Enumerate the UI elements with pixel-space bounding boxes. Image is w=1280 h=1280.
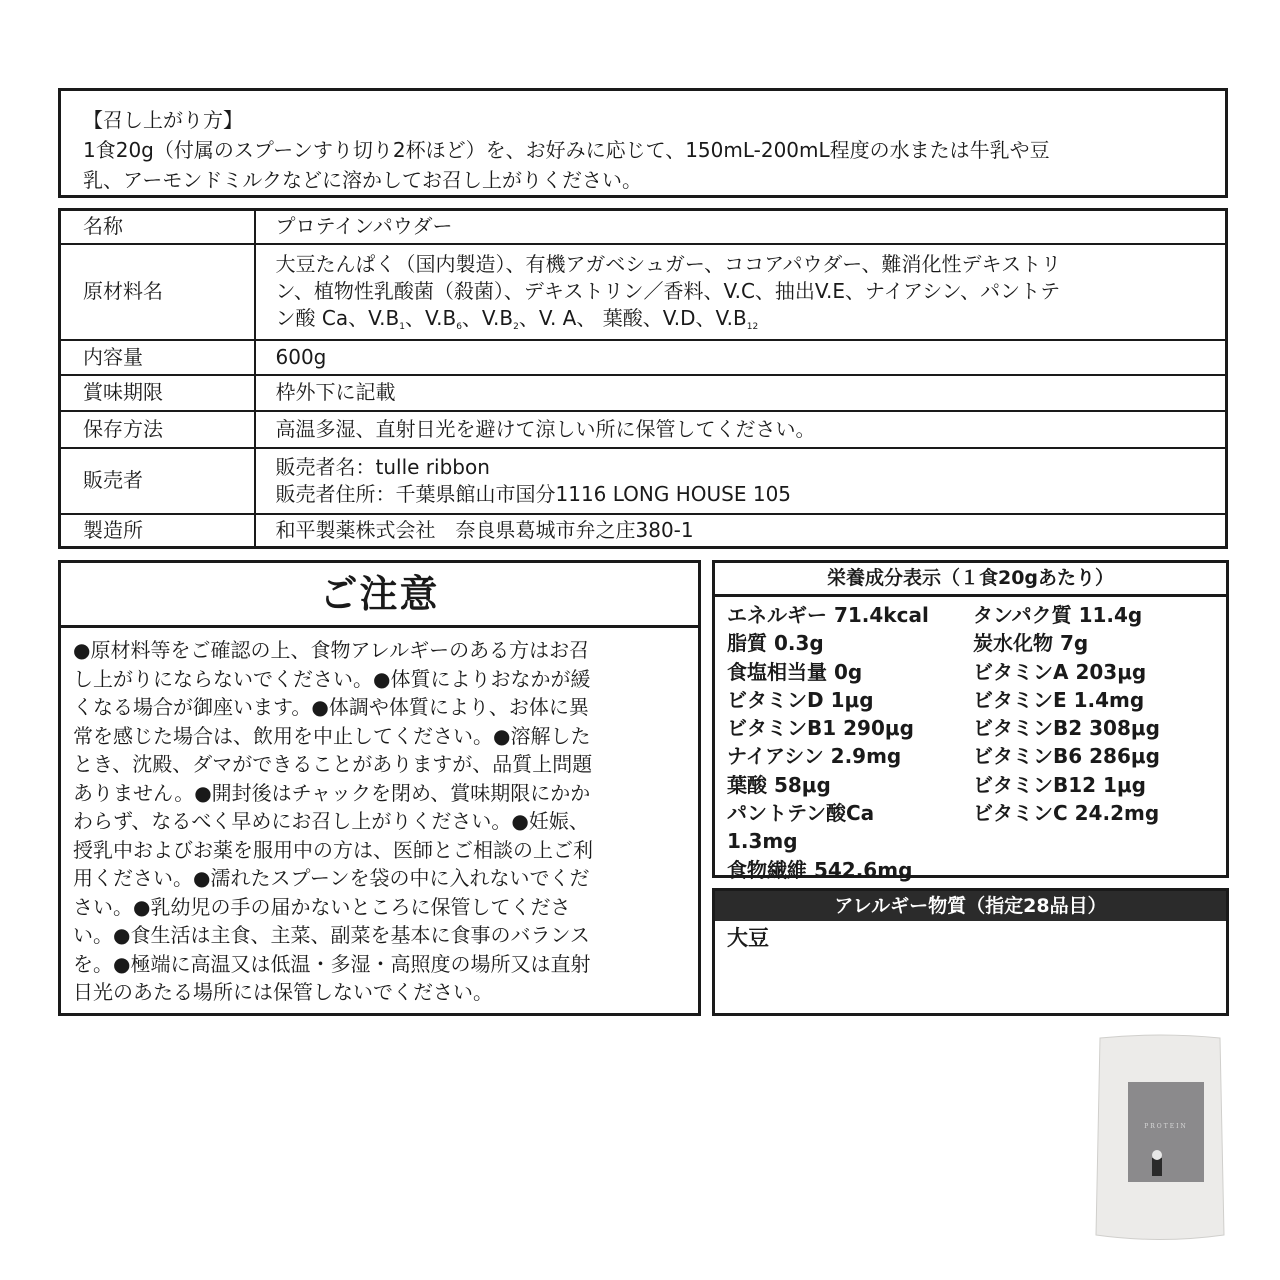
nutrition-facts-box xyxy=(712,560,1229,882)
caution-line: さい。●乳幼児の手の届かないところに保管してくださ xyxy=(73,894,571,919)
nutrition-item: 食塩相当量 0g xyxy=(727,659,863,684)
spec-row-ingredients xyxy=(60,244,1227,340)
pouch-figure-icon xyxy=(1152,1158,1162,1176)
spec-label: 保存方法 xyxy=(60,411,255,448)
caution-box xyxy=(58,560,701,1016)
caution-line: 日光のあたる場所には保管しないでください。 xyxy=(73,980,493,1004)
spec-label: 製造所 xyxy=(60,514,255,548)
caution-line: 授乳中およびお薬を服用中の方は、医師とご相談の上ご利 xyxy=(73,837,593,862)
pouch-label xyxy=(1128,1082,1204,1182)
subscript: 1 xyxy=(399,322,405,332)
product-spec-table xyxy=(58,208,1228,549)
caution-title: ご注意 xyxy=(61,563,698,628)
nutrition-item: ビタミンC 24.2mg xyxy=(973,801,1160,826)
caution-line: し上がりにならないでください。●体質によりおなかが緩 xyxy=(73,666,591,691)
pouch-label-text: PROTEIN xyxy=(1144,1123,1188,1130)
caution-line: わらず、なるべく早めにお召し上がりください。●妊娠、 xyxy=(73,809,589,833)
ingredients-text: 、V. A、 葉酸、V.D、V.B xyxy=(518,306,747,330)
ingredients-line: 大豆たんぱく（国内製造）、有機アガベシュガー、ココアパウダー、難消化性デキストリ xyxy=(275,252,1062,276)
spec-value: プロテインパウダー xyxy=(255,210,1227,244)
nutrition-item: 葉酸 58μg xyxy=(727,772,831,797)
nutrition-item: 脂質 0.3g xyxy=(727,631,824,656)
ingredients-line: ン、植物性乳酸菌（殺菌）、デキストリン／香料、V.C、抽出V.E、ナイアシン、パントテ xyxy=(275,279,1061,303)
caution-line: ●原材料等をご確認の上、食物アレルギーのある方はお召 xyxy=(73,638,590,662)
seller-line: 販売者名：tulle ribbon xyxy=(275,454,490,479)
nutrition-item: 食物繊維 542.6mg xyxy=(727,857,913,882)
allergen-box xyxy=(712,888,1229,1016)
directions-box xyxy=(58,88,1228,198)
spec-row-storage xyxy=(60,411,1227,448)
nutrition-item: 1.3mg xyxy=(727,829,798,854)
ingredients-text: 、V.B xyxy=(405,306,457,330)
nutrition-item: ビタミンE 1.4mg xyxy=(973,687,1145,712)
nutrition-column-right xyxy=(973,601,1160,827)
caution-line: を。●極端に高温又は低温・多湿・高照度の場所又は直射 xyxy=(73,951,591,976)
nutrition-item: ビタミンB2 308μg xyxy=(973,716,1160,741)
spec-value xyxy=(255,448,1227,514)
directions-line: 1食20g（付属のスプーンすり切り2杯ほど）を、お好みに応じて、150mL-200mL程度の水または牛乳や豆 xyxy=(83,138,1050,162)
allergen-title: アレルギー物質（指定28品目） xyxy=(715,891,1226,921)
caution-line: 常を感じた場合は、飲用を中止してください。●溶解した xyxy=(73,723,591,748)
subscript: 2 xyxy=(513,322,519,332)
nutrition-item: エネルギー 71.4kcal xyxy=(727,603,929,627)
ingredients-text: ン酸 Ca、V.B xyxy=(275,306,400,330)
nutrition-item: ナイアシン 2.9mg xyxy=(727,744,902,769)
spec-row-maker xyxy=(60,514,1227,548)
nutrition-item: ビタミンB6 286μg xyxy=(973,744,1160,769)
nutrition-item: ビタミンA 203μg xyxy=(973,659,1147,684)
caution-line: とき、沈殿、ダマができることがありますが、品質上問題 xyxy=(73,752,593,776)
nutrition-item: タンパク質 11.4g xyxy=(973,603,1143,627)
spec-row-seller xyxy=(60,448,1227,514)
product-pouch-image xyxy=(1090,1030,1230,1250)
ingredients-text: 、V.B xyxy=(461,306,514,330)
spec-label: 内容量 xyxy=(60,340,255,375)
nutrition-item: 炭水化物 7g xyxy=(973,631,1089,656)
spec-label: 原材料名 xyxy=(60,244,255,340)
nutrition-item: ビタミンD 1μg xyxy=(727,687,874,712)
nutrition-item: ビタミンB12 1μg xyxy=(973,772,1146,797)
directions-heading: 【召し上がり方】 xyxy=(83,108,243,132)
caution-line: ありません。●開封後はチャックを閉め、賞味期限にかか xyxy=(73,780,591,805)
spec-label: 販売者 xyxy=(60,448,255,514)
spec-label: 名称 xyxy=(60,210,255,244)
caution-line: い。●食生活は主食、主菜、副菜を基本に食事のバランス xyxy=(73,923,590,947)
directions-line: 乳、アーモンドミルクなどに溶かしてお召し上がりください。 xyxy=(83,168,642,192)
caution-line: 用ください。●濡れたスプーンを袋の中に入れないでくだ xyxy=(73,866,590,890)
caution-body xyxy=(61,628,698,1007)
pouch-figure-head xyxy=(1152,1150,1162,1160)
nutrition-item: ビタミンB1 290μg xyxy=(727,716,914,741)
spec-label: 賞味期限 xyxy=(60,375,255,411)
spec-row-name xyxy=(60,210,1227,244)
allergen-value: 大豆 xyxy=(727,926,769,950)
nutrition-column-left xyxy=(727,601,929,884)
spec-value: 高温多湿、直射日光を避けて涼しい所に保管してください。 xyxy=(255,411,1227,448)
spec-row-expiry xyxy=(60,375,1227,411)
ingredients-line xyxy=(276,305,1226,332)
seller-line: 販売者住所：千葉県館山市国分1116 LONG HOUSE 105 xyxy=(275,481,792,506)
caution-line: くなる場合が御座います。●体調や体質により、お体に異 xyxy=(73,695,589,719)
spec-value: 枠外下に記載 xyxy=(255,375,1227,411)
subscript: 12 xyxy=(746,322,759,332)
spec-value: 和平製薬株式会社 奈良県葛城市弁之庄380-1 xyxy=(255,514,1227,548)
spec-value: 600g xyxy=(255,340,1227,375)
spec-row-content xyxy=(60,340,1227,375)
spec-value xyxy=(255,244,1227,340)
subscript: 6 xyxy=(456,322,462,332)
nutrition-title: 栄養成分表示（１食20gあたり） xyxy=(715,563,1226,597)
nutrition-item: パントテン酸Ca xyxy=(727,801,875,826)
